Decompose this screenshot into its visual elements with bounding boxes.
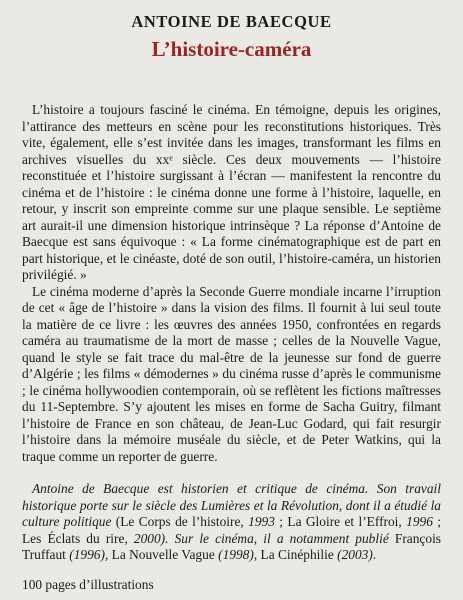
blurb-paragraph-1: L’histoire a toujours fasciné le cinéma. En témoigne, depuis les origines, l’attirance des metteurs en scène pour les reconstitutions historiques. Très vite, également, elle s’est invitée dans les images, transformant les films en archives visuelles du xxᵉ siècle. Ces deux mouvements — l’histoire reconstituée et l’histoire surgissant à l’écran — manifestent la rencontre du cinéma et de l’histoire : le cinéma donne une forme à l’histoire, laquelle, en retour, y inscrit son empreinte comme sur une plaque sensible. Le septième art aurait-il une dimension historique intrinsèque ? La réponse d’Antoine de Baecque est sans équivoque : « La forme cinématographique est de part en part historique, et le cinéaste, doté de son outil, l’histoire-caméra, un historien privilégié. » (22, 102, 441, 282)
bio-year-1: 1993 (248, 514, 275, 529)
bio-year-5: (1998) (218, 547, 254, 562)
bio-book-3: ; Les Éclats du rire, (22, 514, 441, 546)
bio-mid: ). Sur le cinéma, il a notamment publié (160, 530, 389, 546)
bio-book-2: ; La Gloire et l’Effroi, (274, 514, 407, 529)
bio-year-4: (1996) (69, 547, 105, 562)
blurb (22, 102, 441, 465)
bio-year-6: (2003) (337, 547, 373, 562)
author-name: ANTOINE DE BAECQUE (131, 12, 332, 31)
bio-book-1: (Le Corps de l’histoire, (111, 514, 249, 529)
bio-book-4: François Truffaut (22, 530, 442, 562)
bio-book-5: , La Nouvelle Vague (104, 547, 219, 562)
bio-end: . (372, 547, 377, 562)
book-title: L’histoire-caméra (151, 37, 312, 61)
bio-year-2: 1996 (406, 514, 433, 529)
bio-book-6: , La Cinéphilie (253, 547, 338, 562)
bio-year-3: 2000 (133, 530, 161, 546)
illustrations-note: 100 pages d’illustrations (22, 576, 154, 592)
author-bio (22, 481, 441, 564)
blurb-paragraph-2: Le cinéma moderne d’après la Seconde Guerre mondiale incarne l’irruption de cet « âge de l’histoire » dans la vision des films. Il fournit à lui seul toute la matière de ce livre : les œuvres des années 1950, confrontées en regards caméra au traumatisme de la mort de masse ; celles de la Nouvelle Vague, quand le style se fait trace du mal-être de la jeunesse sur fond de guerre d’Algérie ; les films « démodernes » du cinéma russe d’après le communisme ; le cinéma hollywoodien contemporain, où se reflètent les fictions maîtresses du 11-Septembre. S’y ajoutent les mises en forme de Sacha Guitry, filmant l’histoire de France en son château, de Jean-Luc Godard, qui fait resurgir l’histoire dans la mémoire muséale du siècle, et de Peter Watkins, qui la traque comme un reporter de guerre. (22, 283, 441, 464)
bio-intro: Antoine de Baecque est historien et critique de cinéma. Son travail historique porte sur le siècle des Lumières et la Révolution, dont il a étudié la culture politique (22, 481, 441, 529)
